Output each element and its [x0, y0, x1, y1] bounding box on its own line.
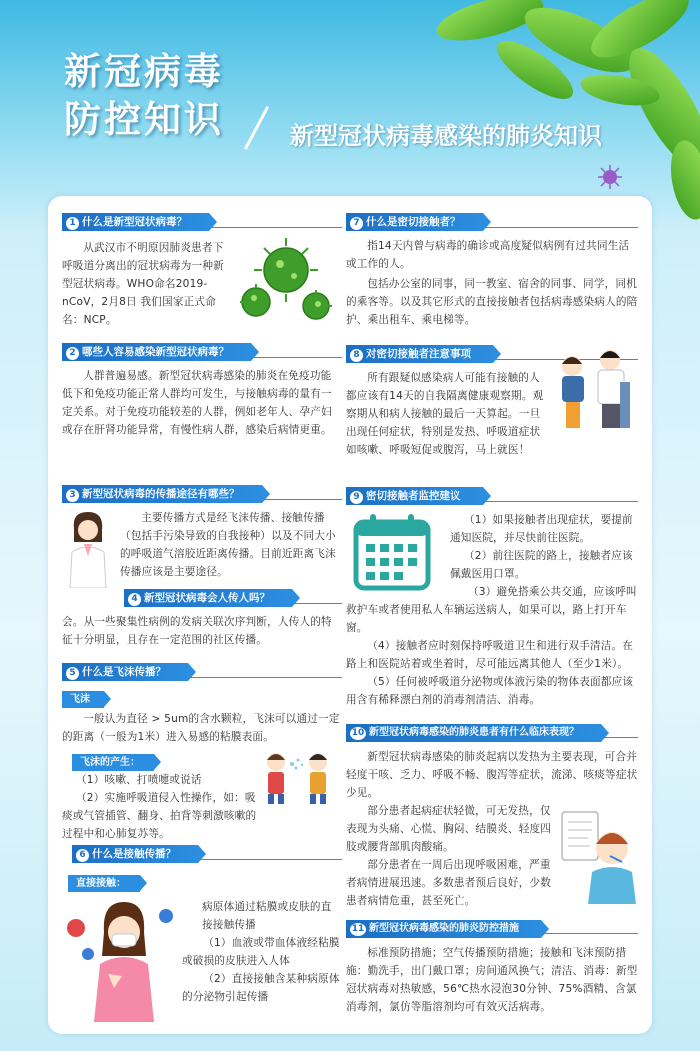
section-11-heading: 11 新型冠状病毒感染的肺炎防控措施 — [346, 920, 541, 938]
section-4 — [62, 586, 342, 649]
sick-patient-icon — [560, 808, 638, 904]
virus-cluster-icon — [232, 232, 342, 328]
section-8 — [346, 342, 638, 459]
monitor-item-5: （5）任何被呼吸道分泌物或体液污染的物体表面都应该用含有稀释漂白剂的消毒剂清洁、消毒。 — [346, 676, 634, 706]
droplet-item-2: （2）实施呼吸道侵入性操作，如：吸痰或气管插管、翻身、拍背等刺激咳嗽的过程中和心肺复苏等。 — [62, 792, 257, 840]
monitor-item-3: （3）避免搭乘公共交通，应该呼叫救护车或者使用私人车辆运送病人，如果可以，路上打开车窗。 — [346, 586, 637, 634]
droplet-item-1: （1）咳嗽、打喷嚏或说话 — [76, 774, 202, 786]
section-5 — [62, 660, 342, 843]
doctor-icon — [66, 508, 110, 588]
section-10-heading: 10 新型冠状病毒感染的肺炎患者有什么临床表现？ — [346, 724, 601, 742]
section-7-heading: 7 什么是密切接触者？ — [346, 213, 483, 231]
section-6-heading: 6 什么是接触传播？ — [72, 845, 198, 863]
subtitle: 新型冠状病毒感染的肺炎知识 — [290, 122, 602, 150]
monitor-item-2: （2）前往医院的路上，接触者应该佩戴医用口罩。 — [450, 550, 633, 580]
main-title — [64, 48, 224, 144]
section-10-p3: 部分患者在一周后出现呼吸困难，严重者病情进展迅速。多数患者预后良好，少数患者病情危重，甚至死亡。 — [346, 859, 552, 907]
section-6-body: 病原体通过粘膜或皮肤的直接接触传播 — [202, 901, 332, 931]
section-2 — [62, 340, 342, 439]
droplet-tag: 飞沫 — [62, 691, 104, 708]
section-11 — [346, 916, 638, 1016]
section-7-p2: 包括办公室的同事，同一教室、宿舍的同事、同学，同机的乘客等。以及其它形式的直接接触者包括病毒感染病人的陪护、乘出租车、乘电梯等。 — [346, 278, 638, 326]
title-line-1: 新冠病毒 — [64, 50, 224, 93]
section-11-body: 标准预防措施；空气传播预防措施；接触和飞沫预防措施：勤洗手，出门戴口罩；房间通风换气；清洁、消毒：新型冠状病毒对热敏感，56℃热水浸泡30分钟、75%酒精、含氯消毒剂，氯仿等脂溶剂均可有效灭活病毒。 — [346, 947, 638, 1013]
section-7 — [346, 210, 638, 329]
section-4-heading: 4 新型冠状病毒会人传人吗？ — [124, 589, 292, 607]
section-2-heading: 2 哪些人容易感染新型冠状病毒？ — [62, 343, 251, 361]
direct-contact-tag: 直接接触： — [68, 875, 140, 892]
section-1 — [62, 210, 342, 329]
section-9 — [346, 484, 638, 709]
section-1-body: 从武汉市不明原因肺炎患者下呼吸道分离出的冠状病毒为一种新型冠状病毒。WHO命名2019-nCoV，2月8日 我们国家正式命名：NCP。 — [62, 242, 224, 326]
section-7-p1: 指14天内曾与病毒的确诊或高度疑似病例有过共同生活或工作的人。 — [346, 240, 630, 270]
contact-item-2: （2）直接接触含某种病原体的分泌物引起传播 — [182, 973, 340, 1003]
monitor-item-1: （1）如果接触者出现症状，要提前通知医院，并尽快前往医院。 — [450, 514, 633, 544]
content-panel — [48, 196, 652, 1034]
section-8-heading: 8 对密切接触者注意事项 — [346, 345, 493, 363]
section-3 — [62, 482, 342, 581]
section-5-heading: 5 什么是飞沫传播？ — [62, 663, 188, 681]
section-2-body: 人群普遍易感。新型冠状病毒感染的肺炎在免疫功能低下和免疫功能正常人群均可发生，与接触病毒的量有一定关系。对于免疫功能较差的人群，例如老年人、孕产妇或存在肝肾功能异常，有慢性病人群，感染后病情更重。 — [62, 370, 332, 436]
doctor-consultation-icon — [550, 342, 636, 440]
small-virus-icon — [597, 164, 623, 190]
section-5-body: 一般认为直径 > 5um的含水颗粒，飞沫可以通过一定的距离（一般为1米）进入易感的粘膜表面。 — [62, 713, 340, 743]
droplet-source-tag: 飞沫的产生： — [72, 754, 154, 771]
section-8-body: 所有跟疑似感染病人可能有接触的人都应该有14天的自我隔离健康观察期。观察期从和病人接触的最后一天算起。一旦出现任何症状，特别是发热、呼吸道症状如咳嗽、呼吸短促或腹泻，马上就医！ — [346, 372, 544, 456]
section-10 — [346, 720, 638, 910]
title-line-2: 防控知识 — [64, 98, 224, 141]
section-10-p2: 部分患者起病症状轻微，可无发热，仅表现为头痛、心慌、胸闷、结膜炎、轻度四肢或腰背部肌肉酸痛。 — [346, 805, 552, 853]
section-1-heading: 1 什么是新型冠状病毒？ — [62, 213, 209, 231]
section-4-body: 会。从一些聚集性病例的发病关联次序判断，人传人的特征十分明显，且存在一定范围的社区传播。 — [62, 616, 332, 646]
section-10-p1: 新型冠状病毒感染的肺炎起病以发热为主要表现，可合并轻度干咳、乏力、呼吸不畅、腹泻等症状，流涕、咳痰等症状少见。 — [346, 751, 638, 799]
section-3-heading: 3 新型冠状病毒的传播途径有哪些？ — [62, 485, 262, 503]
section-3-body: 主要传播方式是经飞沫传播、接触传播（包括手污染导致的自我接种）以及不同大小的呼吸道气溶胶近距离传播。目前近距离飞沫传播应该是主要途径。 — [120, 512, 336, 578]
contact-item-1: （1）血液或带血体液经粘膜或破损的皮肤进入人体 — [182, 937, 340, 967]
title-divider — [244, 106, 269, 150]
masked-woman-icon — [62, 892, 182, 1022]
sneezing-people-icon — [258, 748, 340, 806]
monitor-item-4: （4）接触者应时刻保持呼吸道卫生和进行双手清洁。在路上和医院站着或坐着时，尽可能远离其他人（至少1米）。 — [346, 640, 634, 670]
section-9-heading: 9 密切接触者监控建议 — [346, 487, 483, 505]
section-6 — [62, 842, 342, 1006]
calendar-icon — [352, 512, 432, 592]
